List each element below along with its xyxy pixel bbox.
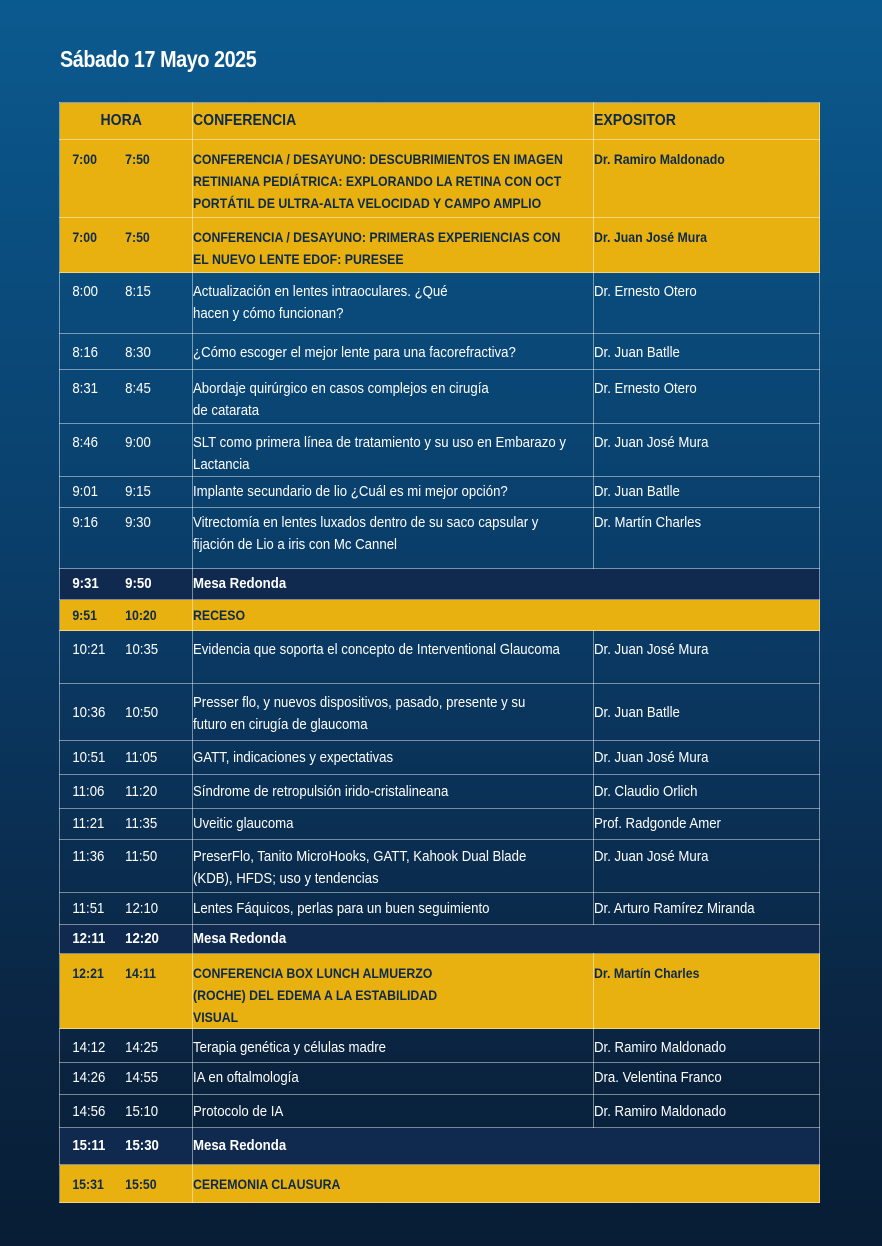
start-time: 8:00 bbox=[72, 283, 99, 300]
session-title: CONFERENCIA / DESAYUNO: PRIMERAS EXPERIENCIAS CON EL NUEVO LENTE EDOF: PURESEE bbox=[193, 229, 561, 267]
start-time: 11:06 bbox=[72, 783, 105, 800]
session-title: IA en oftalmología bbox=[193, 1069, 299, 1086]
speaker-name: Dr. Ernesto Otero bbox=[594, 283, 697, 300]
start-time: 15:31 bbox=[72, 1176, 104, 1192]
start-time: 12:11 bbox=[72, 930, 106, 947]
session-title: Evidencia que soporta el concepto de Interventional Glaucoma bbox=[193, 641, 560, 658]
end-time: 8:30 bbox=[125, 344, 151, 361]
session-title: CONFERENCIA BOX LUNCH ALMUERZO (ROCHE) DEL EDEMA A LA ESTABILIDAD VISUAL bbox=[193, 965, 438, 1025]
session-title: Protocolo de IA bbox=[193, 1103, 284, 1120]
table-row bbox=[60, 370, 820, 424]
session-title: SLT como primera línea de tratamiento y su uso en Embarazo y Lactancia bbox=[193, 434, 566, 473]
start-time: 9:16 bbox=[72, 514, 99, 531]
table-row bbox=[60, 840, 820, 893]
speaker-name: Dr. Claudio Orlich bbox=[594, 783, 698, 800]
session-title: Mesa Redonda bbox=[193, 1137, 287, 1154]
table-row bbox=[60, 954, 820, 1029]
table-row bbox=[60, 600, 820, 631]
table-row bbox=[60, 631, 820, 684]
speaker-name: Dr. Ramiro Maldonado bbox=[594, 151, 725, 167]
session-title: CEREMONIA CLAUSURA bbox=[193, 1176, 341, 1192]
speaker-name: Dr. Juan Batlle bbox=[594, 344, 680, 361]
end-time: 15:10 bbox=[125, 1103, 159, 1120]
session-title: PreserFlo, Tanito MicroHooks, GATT, Kahook Dual Blade (KDB), HFDS; uso y tendencias bbox=[193, 848, 527, 887]
session-title: Implante secundario de lio ¿Cuál es mi mejor opción? bbox=[193, 483, 508, 500]
start-time: 11:36 bbox=[72, 848, 105, 865]
speaker-name: Dr. Juan Batlle bbox=[594, 704, 680, 721]
session-title: RECESO bbox=[193, 607, 246, 623]
end-time: 7:50 bbox=[125, 151, 150, 167]
table-row bbox=[60, 775, 820, 809]
end-time: 9:30 bbox=[125, 514, 151, 531]
schedule-table bbox=[59, 102, 820, 1203]
table-row bbox=[60, 1128, 820, 1165]
start-time: 11:51 bbox=[72, 900, 105, 917]
table-row bbox=[60, 508, 820, 569]
session-title: Abordaje quirúrgico en casos complejos en cirugía de catarata bbox=[193, 380, 489, 419]
start-time: 9:31 bbox=[72, 575, 99, 592]
end-time: 11:35 bbox=[125, 815, 158, 832]
table-row bbox=[60, 1165, 820, 1203]
start-time: 14:26 bbox=[72, 1069, 106, 1086]
start-time: 9:01 bbox=[72, 483, 99, 500]
table-row bbox=[60, 1095, 820, 1128]
table-row bbox=[60, 809, 820, 840]
header-hora: HORA bbox=[60, 103, 193, 140]
end-time: 7:50 bbox=[125, 229, 150, 245]
end-time: 9:50 bbox=[125, 575, 152, 592]
table-row bbox=[60, 218, 820, 273]
session-title: Terapia genética y células madre bbox=[193, 1039, 386, 1056]
table-row bbox=[60, 477, 820, 508]
speaker-name: Prof. Radgonde Amer bbox=[594, 815, 721, 832]
table-row bbox=[60, 1063, 820, 1095]
session-title: Lentes Fáquicos, perlas para un buen seguimiento bbox=[193, 900, 490, 917]
table-row bbox=[60, 684, 820, 741]
start-time: 12:21 bbox=[72, 965, 104, 981]
end-time: 14:55 bbox=[125, 1069, 159, 1086]
start-time: 15:11 bbox=[72, 1137, 106, 1154]
table-row bbox=[60, 334, 820, 370]
speaker-name: Dr. Juan José Mura bbox=[594, 641, 709, 658]
session-title: Uveitic glaucoma bbox=[193, 815, 294, 832]
speaker-name: Dr. Ramiro Maldonado bbox=[594, 1039, 727, 1056]
end-time: 12:20 bbox=[125, 930, 159, 947]
page-title: Sábado 17 Mayo 2025 bbox=[60, 46, 257, 72]
table-row bbox=[60, 741, 820, 775]
header-expositor: EXPOSITOR bbox=[594, 103, 820, 140]
end-time: 14:11 bbox=[125, 965, 156, 981]
speaker-name: Dr. Ramiro Maldonado bbox=[594, 1103, 727, 1120]
end-time: 12:10 bbox=[125, 900, 159, 917]
table-row bbox=[60, 925, 820, 954]
end-time: 14:25 bbox=[125, 1039, 159, 1056]
table-row bbox=[60, 273, 820, 334]
end-time: 8:45 bbox=[125, 380, 151, 397]
session-title: Vitrectomía en lentes luxados dentro de su saco capsular y fijación de Lio a iris con Mc Cannel bbox=[193, 514, 539, 553]
speaker-name: Dr. Arturo Ramírez Miranda bbox=[594, 900, 755, 917]
session-title: ¿Cómo escoger el mejor lente para una facorefractiva? bbox=[193, 344, 516, 361]
table-row bbox=[60, 424, 820, 477]
speaker-name: Dr. Juan Batlle bbox=[594, 483, 680, 500]
end-time: 11:20 bbox=[125, 783, 158, 800]
start-time: 8:16 bbox=[72, 344, 99, 361]
end-time: 11:50 bbox=[125, 848, 158, 865]
start-time: 7:00 bbox=[72, 151, 97, 167]
table-row bbox=[60, 1029, 820, 1063]
end-time: 11:05 bbox=[125, 749, 158, 766]
end-time: 15:30 bbox=[125, 1137, 159, 1154]
end-time: 9:00 bbox=[125, 434, 151, 451]
table-row bbox=[60, 893, 820, 925]
start-time: 14:56 bbox=[72, 1103, 106, 1120]
end-time: 10:20 bbox=[125, 607, 157, 623]
table-header-row bbox=[60, 103, 820, 140]
speaker-name: Dr. Martín Charles bbox=[594, 514, 702, 531]
start-time: 10:36 bbox=[72, 704, 106, 721]
start-time: 8:31 bbox=[72, 380, 99, 397]
start-time: 8:46 bbox=[72, 434, 99, 451]
table-row bbox=[60, 140, 820, 218]
session-title: Presser flo, y nuevos dispositivos, pasado, presente y su futuro en cirugía de glaucoma bbox=[193, 694, 526, 733]
speaker-name: Dr. Ernesto Otero bbox=[594, 380, 697, 397]
session-title: Actualización en lentes intraoculares. ¿Qué hacen y cómo funcionan? bbox=[193, 283, 448, 322]
end-time: 8:15 bbox=[125, 283, 151, 300]
session-title: GATT, indicaciones y expectativas bbox=[193, 749, 394, 766]
speaker-name: Dr. Juan José Mura bbox=[594, 434, 709, 451]
session-title: Mesa Redonda bbox=[193, 575, 287, 592]
speaker-name: Dr. Juan José Mura bbox=[594, 848, 709, 865]
start-time: 10:21 bbox=[72, 641, 106, 658]
header-conferencia: CONFERENCIA bbox=[193, 103, 594, 140]
start-time: 10:51 bbox=[72, 749, 106, 766]
table-row bbox=[60, 569, 820, 600]
speaker-name: Dr. Juan José Mura bbox=[594, 749, 709, 766]
session-title: Síndrome de retropulsión irido-cristalineana bbox=[193, 783, 449, 800]
start-time: 14:12 bbox=[72, 1039, 106, 1056]
end-time: 10:50 bbox=[125, 704, 159, 721]
start-time: 9:51 bbox=[72, 607, 97, 623]
start-time: 11:21 bbox=[72, 815, 105, 832]
end-time: 15:50 bbox=[125, 1176, 157, 1192]
speaker-name: Dr. Juan José Mura bbox=[594, 229, 707, 245]
session-title: CONFERENCIA / DESAYUNO: DESCUBRIMIENTOS EN IMAGEN RETINIANA PEDIÁTRICA: EXPLORANDO LA RETINA CON OCT PORTÁTIL DE ULTRA-ALTA VELOCIDAD Y CAMPO AMPLIO bbox=[193, 151, 563, 211]
session-title: Mesa Redonda bbox=[193, 930, 287, 947]
speaker-name: Dra. Velentina Franco bbox=[594, 1069, 722, 1086]
start-time: 7:00 bbox=[72, 229, 97, 245]
end-time: 10:35 bbox=[125, 641, 159, 658]
end-time: 9:15 bbox=[125, 483, 151, 500]
speaker-name: Dr. Martín Charles bbox=[594, 965, 700, 981]
